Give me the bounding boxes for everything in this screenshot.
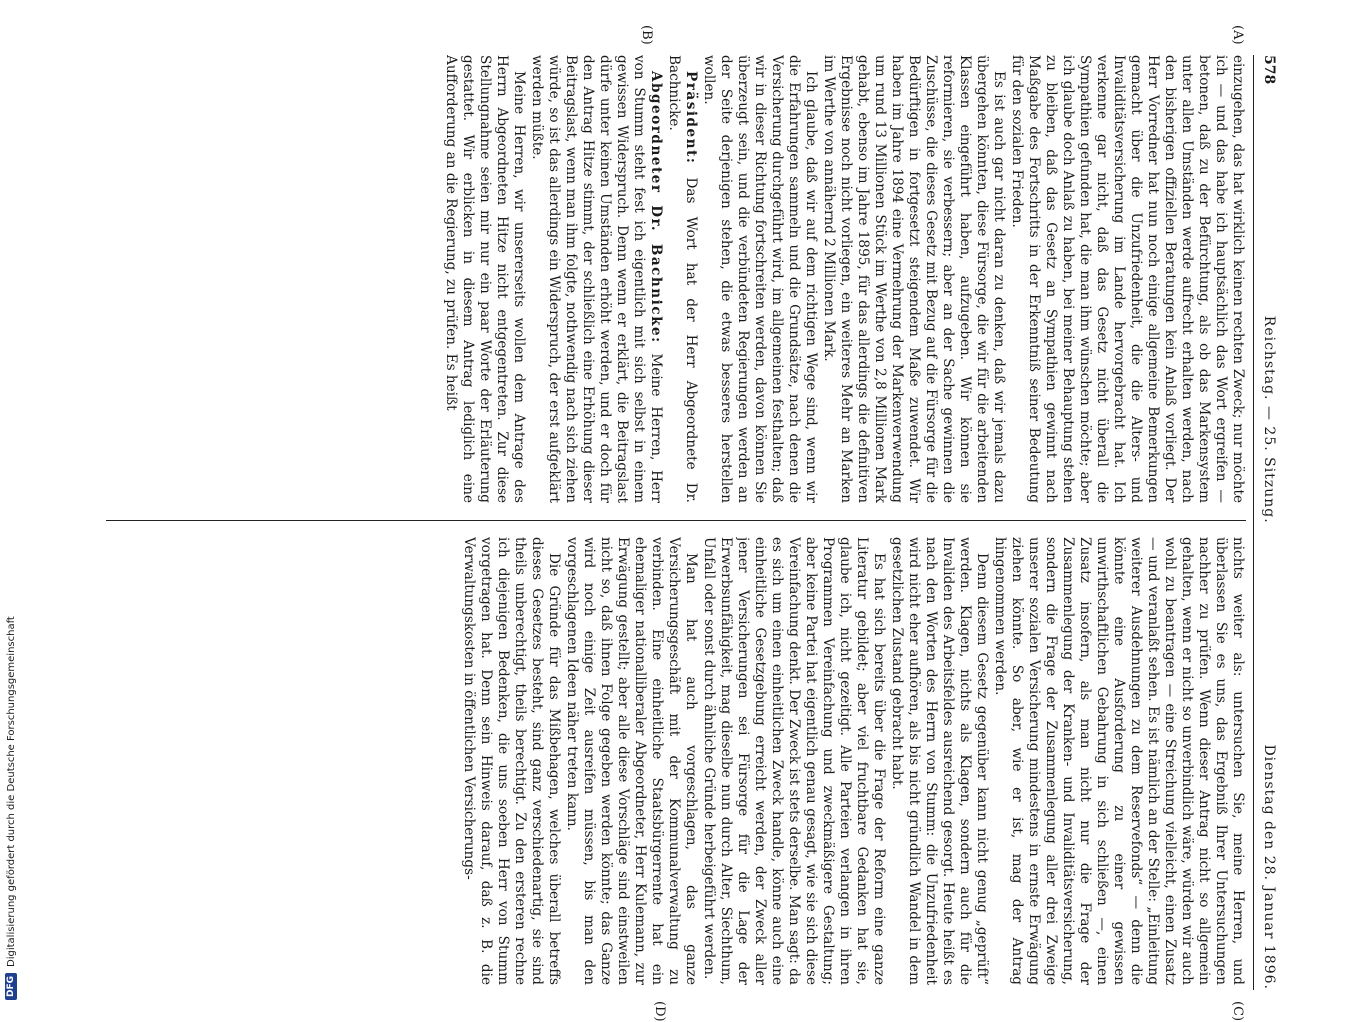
header-rule <box>1253 55 1254 990</box>
speaker-text: Meine Herren, Herr von Stumm steht fest ich eigentlich mit sich selbst in einem gewissen Widerspruch. Denn wenn er erklärt, die Beitragslast dürfe unter keinen Umständen erhöht werden, und er doch für den Antrag Hitze stimmt, der schließlich eine Erhöhung dieser Beitragslast, wenn man ihm folgte, nothwendig nach sich ziehen würde, so ist das allerdings ein Widerspruch, der erst aufgeklärt werden müßte. <box>529 55 664 503</box>
margin-marker-c: (C) <box>1230 1001 1245 1022</box>
page-header <box>1258 55 1280 990</box>
stamp-text: Digitalisierung gefördert durch die Deutsche Forschungsgemeinschaft <box>5 616 17 967</box>
margin-marker-d: (D) <box>652 1001 667 1022</box>
column-divider <box>106 520 1246 521</box>
dfg-logo: DFG <box>5 973 17 1000</box>
paragraph: Denn diesem Gesetz gegenüber kann nicht genug „geprüft“ werden. Klagen, nichts als Klagen, sondern auch für die Invaliden des Arbeitsfeldes ausreichend gesorgt. Heute heißt es nach den Worten des Herrn von Stumm: die Unzufriedenheit wird nicht eher aufhören, als bis nicht gründlich Wandel in dem gesetzlichen Zustand gebracht habt. <box>889 537 990 985</box>
paragraph: Man hat auch vorgeschlagen, das ganze Versicherungsgeschäft mit der Kommunalverwaltung zu verbinden. Eine einheitliche Staatsbürgerrente hat ein ehemaliger nationalliberaler Abgeordneter, Herr Kulemann, zur Erwägung gestellt; aber alle diese Vorschläge sind einstweilen nicht so, daß ihnen Folge gegeben werden könnte; das Ganze wird noch einige Zeit ausreifen müssen, bis man den vorgeschlagenen Ideen näher treten kann. <box>564 537 699 985</box>
paragraph: Es ist auch gar nicht daran zu denken, daß wir jemals dazu übergehen könnten, diese Fürsorge, die wir für die arbeitenden Klassen eingeführt haben, aufzugeben. Wir können sie reformieren, sie verbessern; aber an der Sache gewinnen die Zuschüsse, die dieses Gesetz mit Bezug auf die Fürsorge für die Bedürftigen in fortgesetzt steigendem Maße zuwendet. Wir haben im Jahre 1894 eine Vermehrung der Markenverwendung um rund 13 Millionen Stück im Werthe von 2,8 Millionen Mark gehabt, ebenso im Jahre 1895, für das allerdings die definitiven Ergebnisse noch nicht vorliegen, ein weiteres Mehr an Marken im Werthe von annähernd 2 Millionen Mark. <box>821 55 1007 503</box>
document-page <box>70 25 1280 1022</box>
margin-marker-b: (B) <box>639 25 654 45</box>
right-column <box>106 537 1246 985</box>
digitization-stamp <box>0 560 22 1000</box>
speaker-name: Abgeordneter Dr. Bachnicke: <box>648 71 664 344</box>
paragraph: Meine Herren, wir unsererseits wollen dem Antrage des Herrn Abgeordneten Hitze nicht entgegentreten. Zur diese Stellungnahme seien mir nur ein paar Worte der Erläuterung gestattet. Wir erblicken in diesem Antrag lediglich eine Aufforderung an die Regierung, zu prüfen. Es heißt <box>443 55 527 503</box>
margin-marker-a: (A) <box>1230 25 1245 45</box>
speaker-text: Das Wort hat der Herr Abgeordnete Dr. Bachnicke. <box>666 55 699 503</box>
speaker-name: Präsident: <box>683 71 699 165</box>
paragraph: einzugehen, das hat wirklich keinen rechten Zweck; nur möchte ich — und das habe ich hauptsächlich das Wort ergreifen — betonen, daß zu der Befürchtung, als ob das Markensystem unter allen Umständen werde aufrecht erhalten werden, nach den bisherigen offiziellen Beratungen kein Anlaß vorliegt. Der Herr Vorredner hat nun noch einige allgemeine Bemerkungen gemacht über die Unzufriedenheit, die die Alters- und Invaliditätsversicherung im Lande hervorgebracht hat. Ich verkenne gar nicht, daß das Gesetz nicht überall die Sympathien gefunden hat, die man ihm wünschen möchte; aber ich glaube doch Anlaß zu haben, bei meiner Behauptung stehen zu bleiben, daß das Gesetz an Sympathien gewinnt nach Maßgabe des Fortschritts in der Erkenntniß seiner Bedeutung für den sozialen Frieden. <box>1009 55 1246 503</box>
session-date: Dienstag den 28. Januar 1896. <box>1261 744 1278 990</box>
page-number: 578 <box>1261 55 1278 85</box>
left-column <box>106 55 1246 503</box>
paragraph: Die Gründe für das Mißbehagen, welches überall betreffs dieses Gesetzes besteht, sind ganz verschiedenartig, sie sind theils unberechtigt, theils berechtigt. Zu den ersteren rechne ich diejenigen Bedenken, die uns soeben Herr von Stumm vorgetragen hat. Denn sein Hinweis darauf, daß z. B. die Verwaltungskosten in öffentlichen Versicherungs- <box>461 537 562 985</box>
paragraph: nichts weiter als: untersuchen Sie, meine Herren, und überlassen Sie es uns, das Ergebniß Ihrer Untersuchungen nachher zu prüfen. Wenn dieser Antrag nicht so allgemein gehalten, wenn er nicht so unverbindlich wäre, würden wir auch wohl zu beantragen — eine Streichung vielleicht, einen Zusatz — und veranlaßt sehen. Es ist nämlich an der Stelle: „Einleitung weiterer Ausdehnungen zu dem Reservefonds“ — denn die könnte eine Ausforderung zu einer gewissen unwirthschaftlichen Gebahrung in sich schließen —, einen Zusatz insofern, als man nicht nur die Frage der Zusammenlegung der Kranken- und Invaliditätsversicherung, sondern die Frage der Zusammenlegung aller drei Zweige unserer sozialen Versicherung mindestens in ernste Erwägung ziehen könnte. So aber, wie er ist, mag der Antrag hingenommen werden. <box>992 537 1246 985</box>
speaker-paragraph <box>528 55 664 503</box>
session-title: Reichstag. — 25. Sitzung. <box>1261 315 1278 524</box>
paragraph: Ich glaube, daß wir auf dem richtigen Wege sind, wenn wir die Erfahrungen sammeln und die Grundsätze, nach denen die Versicherung durchgeführt wird, im allgemeinen festhalten; daß wir in dieser Richtung fortschreiten werden, davon können Sie überzeugt sein, und die verbündeten Regierungen werden an der Seite derjenigen stehen, die etwas besseres herstellen wollen. <box>701 55 819 503</box>
paragraph: Es hat sich bereits über die Frage der Reform eine ganze Literatur gebildet; aber viel fruchtbare Gedanken hat sie, glaube ich, nicht gezeitigt. Alle Parteien verlangen in ihren Programmen Vereinfachung und zweckmäßigere Gestaltung; aber keine Partei hat eigentlich genau gesagt, wie sie sich diese Vereinfachung denkt. Der Zweck ist stets derselbe. Man sagt: da es sich um einen einheitlichen Zweck handle, könne auch eine einheitliche Gesetzgebung erreicht werden, der Zweck aller jener Versicherungen sei Fürsorge für die Lage der Erwerbsunfähigkeit, mag dieselbe nun durch Alter, Siechthum, Unfall oder sonst durch ähnliche Gründe herbeigeführt werden. <box>701 537 887 985</box>
speaker-paragraph <box>665 55 699 503</box>
